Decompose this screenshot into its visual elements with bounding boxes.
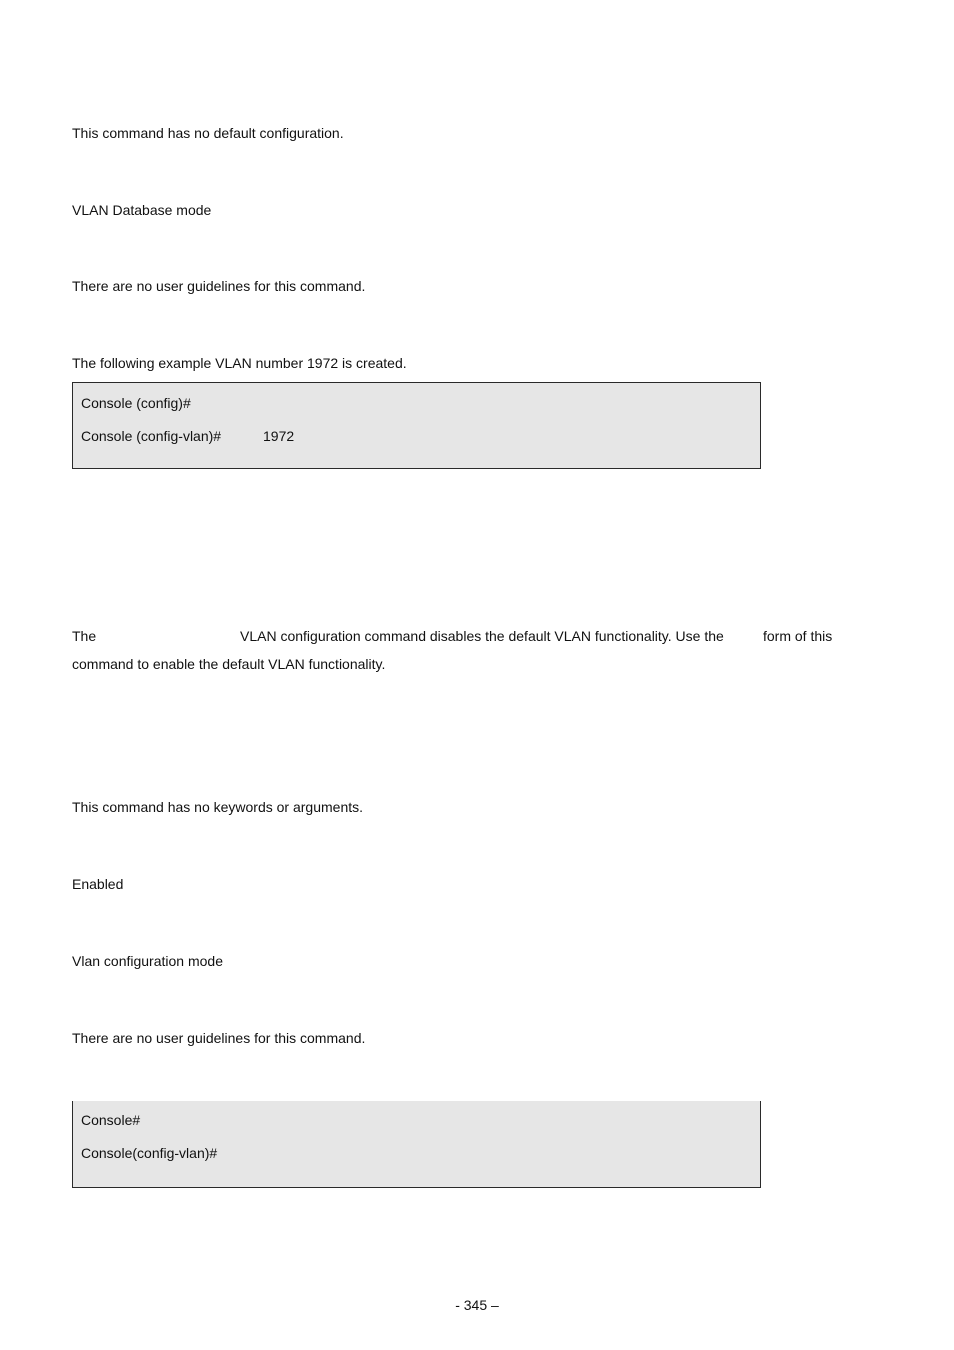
code-line-2-prompt: Console (config-vlan)# — [81, 428, 222, 444]
user-guidelines-text-2: There are no user guidelines for this command. — [72, 1030, 366, 1046]
description-line-2: command to enable the default VLAN functionality. — [72, 656, 386, 672]
page-number: - 345 – — [455, 1297, 499, 1313]
code-line-1: Console# — [81, 1112, 141, 1128]
default-config-text: This command has no default configuration. — [72, 125, 344, 141]
syntax-text: This command has no keywords or arguments. — [72, 799, 364, 815]
user-guidelines-text: There are no user guidelines for this command. — [72, 278, 366, 294]
description-part-3: form of this — [763, 628, 833, 644]
code-line-1: Console (config)# — [81, 395, 191, 411]
command-mode-text: VLAN Database mode — [72, 202, 212, 218]
command-mode-text-2: Vlan configuration mode — [72, 953, 223, 969]
default-config-text-2: Enabled — [72, 876, 124, 892]
code-line-2: Console(config-vlan)# — [81, 1145, 218, 1161]
code-line-2-value: 1972 — [263, 428, 295, 444]
description-part-2: VLAN configuration command disables the default VLAN functionality. Use the — [240, 628, 724, 644]
example-intro-text: The following example VLAN number 1972 is created. — [72, 355, 407, 371]
code-example-box-2 — [72, 1101, 761, 1188]
description-part-1: The — [72, 628, 97, 644]
code-example-box — [72, 382, 761, 469]
